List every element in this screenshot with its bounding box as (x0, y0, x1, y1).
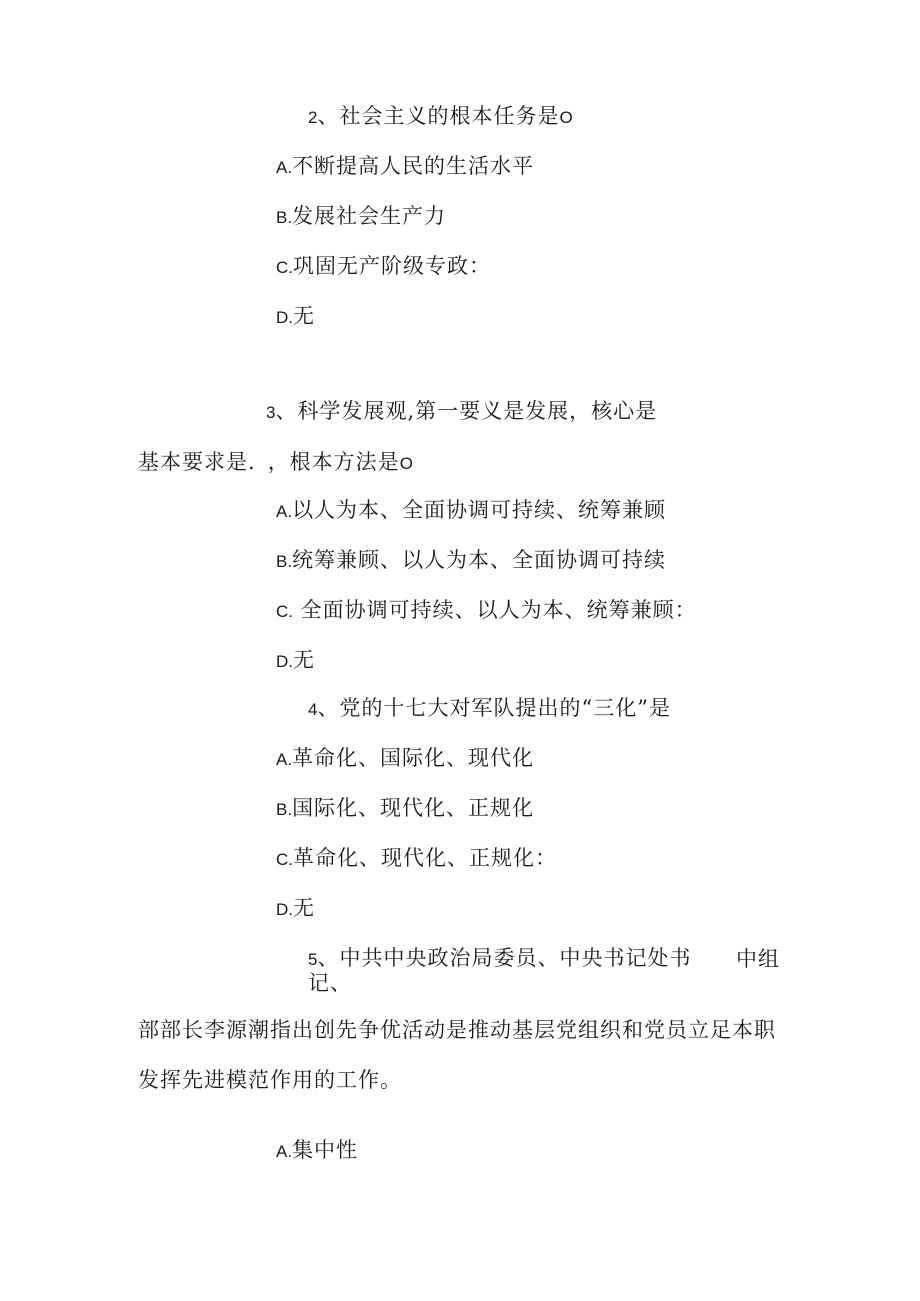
q2-option-b: B.发展社会生产力 (276, 204, 447, 228)
q3-stem-text: 、科学发展观,第一要义是发展，核心是 (275, 399, 658, 423)
q5-stem-text: 、中共中央政治局委员、中央书记处书 (317, 946, 692, 970)
q3-option-c: C. 全面协调可持续、以人为本、统筹兼顾： (276, 598, 697, 622)
q4-stem (308, 695, 671, 723)
q4-option-d: D.无 (276, 896, 315, 920)
q2-stem (308, 103, 573, 131)
q4-option-a: A.革命化、国际化、现代化 (276, 746, 535, 770)
q3-stem (266, 398, 657, 426)
q2-number: 2 (308, 108, 318, 127)
q4-option-b: B.国际化、现代化、正规化 (276, 796, 535, 820)
q4-number: 4 (308, 700, 318, 719)
q2-option-d: D.无 (276, 304, 315, 328)
q5-stem-wrap: 记、 (308, 971, 352, 995)
q5-number: 5 (308, 950, 318, 969)
q5-paragraph-line-1: 部部长李源潮指出创先争优活动是推动基层党组织和党员立足本职 (138, 1018, 776, 1042)
q5-option-a: A.集中性 (276, 1138, 359, 1162)
q3-option-b: B.统筹兼顾、以人为本、全面协调可持续 (276, 548, 667, 572)
q3-stem-continued: 基本要求是. ，根本方法是O (138, 450, 413, 474)
q2-option-a: A.不断提高人民的生活水平 (276, 154, 535, 178)
q4-stem-text: 、党的十七大对军队提出的“三化”是 (317, 696, 671, 720)
q3-number: 3 (266, 403, 276, 422)
q5-stem-right: 中组 (736, 947, 780, 971)
q2-stem-text: 、社会主义的根本任务是 (317, 104, 560, 128)
q3-option-a: A.以人为本、全面协调可持续、统筹兼顾 (276, 498, 667, 522)
q2-blank: O (559, 108, 573, 127)
q4-option-c: C.革命化、现代化、正规化： (276, 846, 557, 870)
q3-option-d: D.无 (276, 648, 315, 672)
q5-paragraph-line-2: 发挥先进模范作用的工作。 (138, 1068, 402, 1092)
q3-blank: O (399, 454, 413, 473)
q5-stem (308, 945, 691, 973)
q2-option-c: C.巩固无产阶级专政： (276, 254, 491, 278)
